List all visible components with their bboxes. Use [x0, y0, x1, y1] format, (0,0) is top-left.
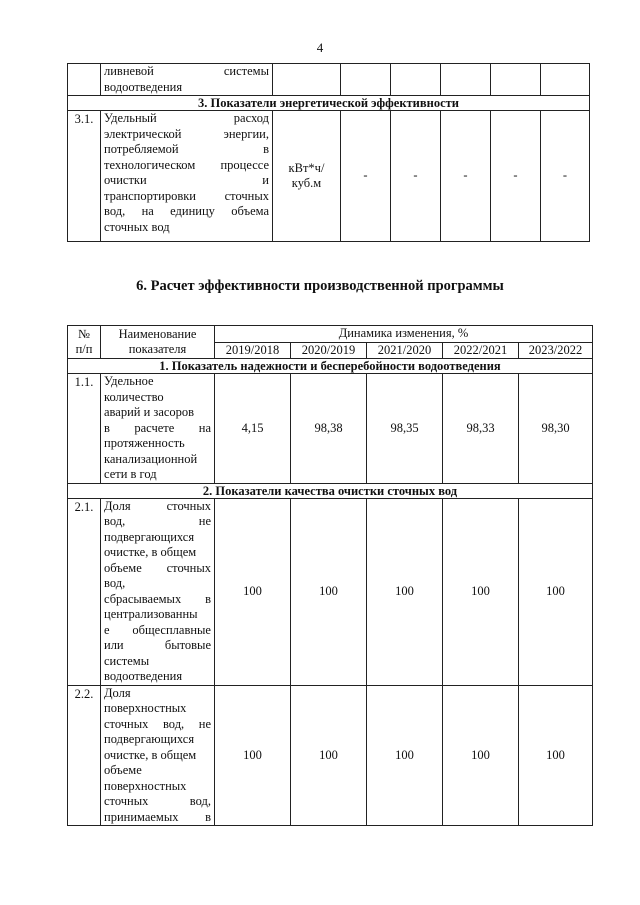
- indicator-name: Удельный расход электрической энергии, потребляемой в технологическом процессе очистки и транспортировки сточных вод, на единицу объема сточных вод: [101, 111, 273, 242]
- row-number: 2.2.: [68, 685, 101, 826]
- header-year: 2021/2020: [367, 342, 443, 359]
- header-year: 2020/2019: [291, 342, 367, 359]
- section-3-title: 3. Показатели энергетической эффективности: [68, 96, 590, 111]
- efficiency-table: [67, 325, 593, 826]
- value-cell: 100: [443, 498, 519, 685]
- header-year: 2023/2022: [519, 342, 593, 359]
- value-cell: 100: [215, 685, 291, 826]
- header-row: [68, 326, 593, 343]
- value-cell: -: [491, 111, 541, 242]
- value-cell: 100: [519, 498, 593, 685]
- value-cell: 100: [291, 498, 367, 685]
- value-cell: 98,38: [291, 374, 367, 484]
- table-row: [68, 374, 593, 484]
- header-name: Наименование показателя: [101, 326, 215, 359]
- value-cell: 100: [215, 498, 291, 685]
- indicator-name: Доля поверхностных сточных вод, не подвергающихся очистке, в общем объеме поверхностных сточных вод, принимаемых в: [101, 685, 215, 826]
- row-number: 3.1.: [68, 111, 101, 242]
- indicator-name: Удельное количество аварий и засоров в расчете на протяженность канализационной сети в год: [101, 374, 215, 484]
- table-row: [68, 111, 590, 242]
- section-6-title: 6. Расчет эффективности производственной программы: [136, 278, 504, 294]
- value-cell: 100: [519, 685, 593, 826]
- section-header-row: [68, 96, 590, 111]
- value-cell: 100: [291, 685, 367, 826]
- value-cell: 100: [367, 685, 443, 826]
- indicator-name: ливневой системы водоотведения: [101, 64, 273, 96]
- header-number: № п/п: [68, 326, 101, 359]
- value-cell: 98,30: [519, 374, 593, 484]
- header-dynamics: Динамика изменения, %: [215, 326, 593, 343]
- table-row: [68, 498, 593, 685]
- value-cell: -: [441, 111, 491, 242]
- value-cell: 98,35: [367, 374, 443, 484]
- row-number: 1.1.: [68, 374, 101, 484]
- section-2-title: 2. Показатели качества очистки сточных вод: [68, 483, 593, 498]
- value-cell: 100: [367, 498, 443, 685]
- header-year: 2022/2021: [443, 342, 519, 359]
- indicator-name: Доля сточных вод, не подвергающихся очистке, в общем объеме сточных вод, сбрасываемых в централизованны е общесплавные или бытовые системы водоотведения: [101, 498, 215, 685]
- page-number: 4: [316, 40, 324, 55]
- table-row: [68, 685, 593, 826]
- section-header-row: [68, 483, 593, 498]
- section-1-title: 1. Показатель надежности и бесперебойности водоотведения: [68, 359, 593, 374]
- top-table: [67, 63, 590, 242]
- value-cell: 100: [443, 685, 519, 826]
- unit-cell: кВт*ч/ куб.м: [273, 111, 341, 242]
- value-cell: 98,33: [443, 374, 519, 484]
- section-header-row: [68, 359, 593, 374]
- value-cell: -: [391, 111, 441, 242]
- continuation-row: [68, 64, 590, 96]
- value-cell: 4,15: [215, 374, 291, 484]
- value-cell: -: [341, 111, 391, 242]
- row-number: 2.1.: [68, 498, 101, 685]
- header-year: 2019/2018: [215, 342, 291, 359]
- value-cell: -: [541, 111, 590, 242]
